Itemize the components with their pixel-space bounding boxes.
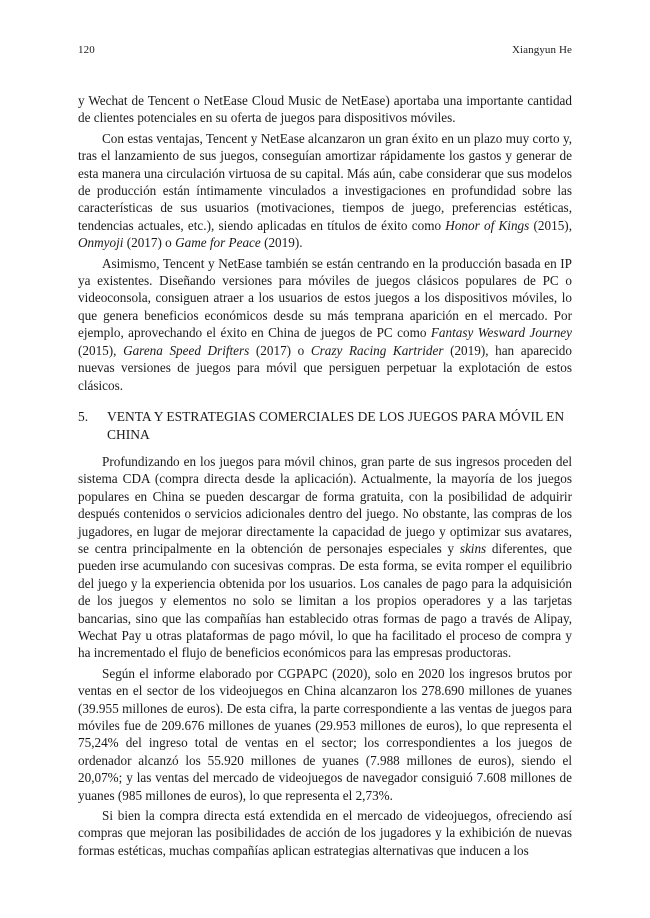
text-run: Si bien la compra directa está extendida en el mercado de videojuegos, ofreciendo así compras que mejoran las posibilidades de acción de los jugadores y la exhibición de nuevas formas estéticas, muchas compañías aplican estrategias alternativas que inducen a los xyxy=(78,808,572,858)
text-run: (2017) o xyxy=(249,342,311,358)
paragraph xyxy=(78,255,572,394)
running-head xyxy=(78,44,572,56)
text-run: (2017) o xyxy=(123,235,176,251)
paragraph xyxy=(78,130,572,252)
italic-title-text: Crazy Racing Kartrider xyxy=(310,342,444,358)
paragraph xyxy=(78,665,572,804)
text-run: Asimismo, Tencent y NetEase también se están centrando en la producción basada en IP ya existentes. Diseñando versiones para móviles de juegos clásicos populares de PC o videoconsola, consiguen atraer a los usuarios de estos juegos a los dispositivos móviles, lo que genera beneficios económicos desde su más temprana aparición en el mercado. Por ejemplo, aprovechando el éxito en China de juegos de PC como xyxy=(78,255,572,341)
italic-title-text: Onmyoji xyxy=(78,235,124,251)
italic-title-text: Garena Speed Drifters xyxy=(123,342,250,358)
text-run: Según el informe elaborado por CGPAPC (2020), solo en 2020 los ingresos brutos por ventas en el sector de los videojuegos en China alcanzaron los 278.690 millones de yuanes (39.955 millones de euros). De esta cifra, la parte correspondiente a las ventas de juegos para móviles fue de 209.676 millones de yuanes (29.953 millones de euros), lo que representa el 75,24% del ingreso total de ventas en el sector; los correspondientes a los juegos de ordenador alcanzó los 55.920 millones de yuanes (7.988 millones de euros), siendo el 20,07%; y las ventas del mercado de videojuegos de navegador consiguió 7.608 millones de yuanes (985 millones de euros), lo que representa el 2,73%. xyxy=(78,665,572,803)
body-text xyxy=(78,92,572,862)
text-run: diferentes, que pueden irse acumulando con sucesivas compras. De esta forma, se evita romper el equilibrio del juego y la experiencia obtenida por los usuarios. Los canales de pago para la adquisición de los juegos y elementos no solo se limitan a los propios operadores y a las tarjetas bancarias, sino que las compañías han establecido otras formas de pago a través de Alipay, Wechat Pay u otras plataformas de pago móvil, lo que ha facilitado el proceso de compra y ha incrementado el flujo de beneficios económicos para las empresas productoras. xyxy=(78,540,572,661)
paragraph xyxy=(78,807,572,859)
paragraph xyxy=(78,453,572,662)
text-run: y Wechat de Tencent o NetEase Cloud Music de NetEase) aportaba una importante cantidad de clientes potenciales en su oferta de juegos para dispositivos móviles. xyxy=(78,93,572,126)
section-number: 5. xyxy=(78,408,89,424)
text-run: (2015), xyxy=(78,342,124,358)
text-run: (2019). xyxy=(260,235,303,251)
page-number: 120 xyxy=(78,44,95,56)
text-run: Profundizando en los juegos para móvil chinos, gran parte de sus ingresos proceden del sistema CDA (compra directa desde la aplicación). Actualmente, la mayoría de los juegos populares en China se pueden descargar de forma gratuita, con la posibilidad de adquirir después contenidos o servicios adicionales dentro del juego. No obstante, las compras de los jugadores, en lugar de mejorar directamente la capacidad de juego y optimizar sus avatares, se centra principalmente en la obtención de personajes especiales y xyxy=(78,453,572,556)
italic-title-text: Honor of Kings xyxy=(445,217,530,233)
text-run: (2015), xyxy=(529,217,572,233)
paragraph xyxy=(78,92,572,127)
italic-title-text: Game for Peace xyxy=(175,235,261,251)
section-heading xyxy=(78,408,572,444)
running-head-author: Xiangyun He xyxy=(511,44,572,56)
section-title: VENTA Y ESTRATEGIAS COMERCIALES DE LOS JUEGOS PARA MÓVIL EN CHINA xyxy=(107,408,565,442)
text-run: Con estas ventajas, Tencent y NetEase alcanzaron un gran éxito en un plazo muy corto y, tras el lanzamiento de sus juegos, conseguían amortizar rápidamente los gastos y generar de esta manera una circulación virtuosa de su capital. Más aún, cabe considerar que sus modelos de producción están íntimamente vinculados a investigaciones en profundidad sobre las características de sus usuarios (motivaciones, tiempos de juego, preferencias estéticas, tendencias actuales, etc.), siendo aplicadas en títulos de éxito como xyxy=(78,130,572,233)
italic-title-text: skins xyxy=(459,540,487,556)
text-run: (2019), han aparecido nuevas versiones de juegos para móvil que persiguen perpetuar la explotación de estos clásicos. xyxy=(78,342,572,393)
italic-title-text: Fantasy Wesward Journey xyxy=(430,325,573,341)
